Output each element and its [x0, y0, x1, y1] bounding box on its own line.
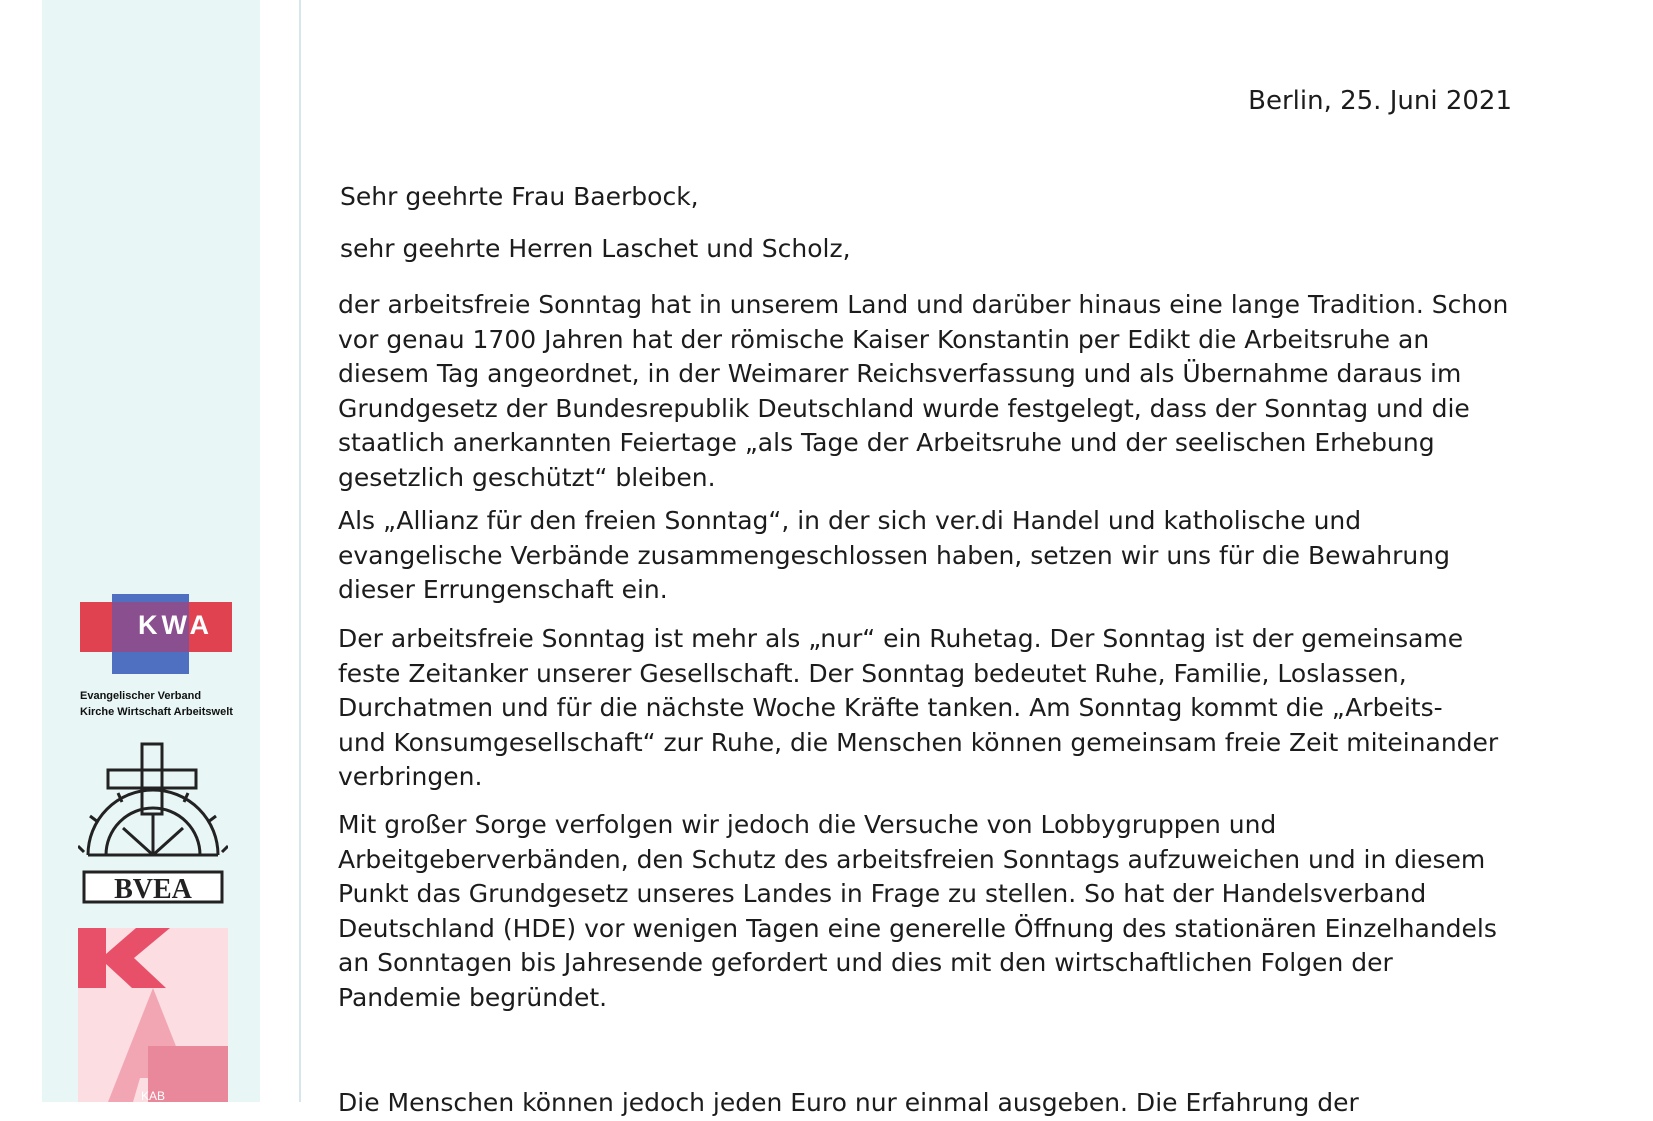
text-line: diesem Tag angeordnet, in der Weimarer Reichsverfassung und als Übernahme daraus im — [338, 359, 1462, 388]
paragraph-2 — [338, 504, 1518, 608]
salutation-line: Sehr geehrte Frau Baerbock, — [340, 182, 699, 211]
text-line: vor genau 1700 Jahren hat der römische Kaiser Konstantin per Edikt die Arbeitsruhe an — [338, 324, 1430, 354]
letter-date: Berlin, 25. Juni 2021 — [1248, 86, 1512, 116]
sidebar-divider — [299, 0, 301, 1102]
text-line: evangelische Verbände zusammengeschlossen haben, setzen wir uns für die Bewahrung — [338, 540, 1450, 570]
paragraph-3 — [338, 622, 1518, 795]
kwa-logo-text: KWA — [138, 610, 213, 640]
kwa-caption-line: Kirche Wirtschaft Arbeitswelt — [80, 706, 233, 718]
kab-logo-text: KAB — [140, 1089, 166, 1102]
text-line: und Konsumgesellschaft“ zur Ruhe, die Menschen können gemeinsam freie Zeit miteinander — [338, 727, 1499, 757]
text-line: Pandemie begründet. — [338, 982, 608, 1012]
text-line: Grundgesetz der Bundesrepublik Deutschland wurde festgelegt, dass der Sonntag und die — [338, 393, 1470, 423]
text-line: dieser Errungenschaft ein. — [338, 575, 668, 604]
text-line: Arbeitgeberverbänden, den Schutz des arbeitsfreien Sonntags aufzuweichen und in diesem — [338, 844, 1486, 874]
paragraph-4 — [338, 808, 1518, 1015]
text-line: Durchatmen und für die nächste Woche Kräfte tanken. Am Sonntag kommt die „Arbeits- — [338, 693, 1443, 722]
text-line: Punkt das Grundgesetz unseres Landes in Frage zu stellen. So hat der Handelsverband — [338, 879, 1427, 908]
text-line: Deutschland (HDE) vor wenigen Tagen eine generelle Öffnung des stationären Einzelhandels — [338, 913, 1497, 943]
kwa-caption-line: Evangelischer Verband — [80, 690, 202, 702]
text-line: feste Zeitanker unserer Gesellschaft. Der Sonntag bedeutet Ruhe, Familie, Loslassen, — [338, 658, 1407, 688]
text-line: gesetzlich geschützt“ bleiben. — [338, 462, 716, 492]
text-line: staatlich anerkannten Feiertage „als Tage der Arbeitsruhe und der seelischen Erhebung — [338, 428, 1435, 457]
text-line: Als „Allianz für den freien Sonntag“, in der sich ver.di Handel und katholische und — [338, 506, 1362, 535]
text-line: Der arbeitsfreie Sonntag ist mehr als „nur“ ein Ruhetag. Der Sonntag ist der gemeinsame — [338, 624, 1464, 653]
kwa-caption — [80, 688, 260, 720]
text-line: der arbeitsfreie Sonntag hat in unserem Land und darüber hinaus eine lange Tradition. Schon — [338, 290, 1509, 319]
text-line: Mit großer Sorge verfolgen wir jedoch die Versuche von Lobbygruppen und — [338, 810, 1277, 839]
paragraph-1 — [338, 288, 1518, 495]
kab-logo — [78, 928, 228, 1102]
salutation-line: sehr geehrte Herren Laschet und Scholz, — [340, 234, 851, 263]
text-line: verbringen. — [338, 762, 483, 791]
kwa-logo — [80, 594, 232, 674]
text-line: an Sonntagen bis Jahresende gefordert und dies mit den wirtschaftlichen Folgen der — [338, 948, 1393, 977]
cross-gear-logo — [78, 740, 228, 910]
text-line: Die Menschen können jedoch jeden Euro nur einmal ausgeben. Die Erfahrung der — [338, 1088, 1359, 1117]
cross-logo-text: BVEA — [114, 874, 192, 905]
paragraph-5 — [338, 1086, 1518, 1121]
